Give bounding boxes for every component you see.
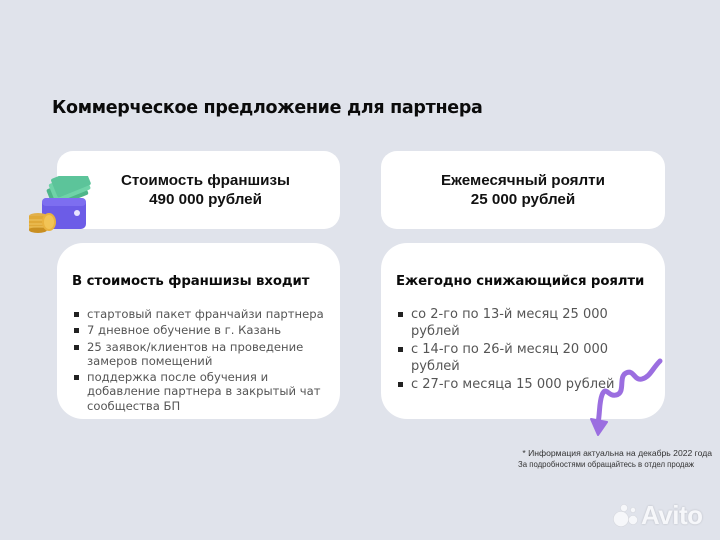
- franchise-price-label: Стоимость франшизы: [120, 172, 291, 189]
- list-item: 25 заявок/клиентов на проведение замеров помещений: [72, 340, 327, 369]
- avito-logo-text: Avito: [641, 499, 703, 530]
- avito-watermark: [613, 500, 703, 530]
- list-item: с 14-го по 26-й месяц 20 000 рублей: [396, 342, 626, 375]
- franchise-includes-heading: В стоимость франшизы входит: [72, 274, 310, 289]
- footnote-contact: За подробностями обращайтесь в отдел продаж: [518, 460, 694, 469]
- franchise-includes-card: [57, 243, 340, 419]
- avito-dots-icon: [613, 502, 641, 528]
- list-item: со 2-го по 13-й месяц 25 000 рублей: [396, 307, 626, 340]
- monthly-royalty-text: [381, 171, 665, 209]
- monthly-royalty-label: Ежемесячный роялти: [441, 172, 605, 189]
- list-item: с 27-го месяца 15 000 рублей: [396, 377, 626, 394]
- list-item: 7 дневное обучение в г. Казань: [72, 323, 327, 337]
- wallet-money-icon: [28, 176, 100, 234]
- list-item: поддержка после обучения и добавление партнера в закрытый чат сообщества БП: [72, 370, 327, 413]
- footnote-date: * Информация актуальна на декабрь 2022 года: [522, 448, 712, 458]
- page-title: Коммерческое предложение для партнера: [52, 98, 483, 118]
- decreasing-royalty-heading: Ежегодно снижающийся роялти: [396, 274, 645, 289]
- list-item: стартовый пакет франчайзи партнера: [72, 307, 327, 321]
- footnote: [518, 448, 712, 470]
- squiggly-down-arrow-icon: [590, 355, 670, 440]
- monthly-royalty-value: 25 000 рублей: [470, 191, 576, 208]
- franchise-price-value: 490 000 рублей: [149, 191, 262, 208]
- franchise-includes-list: [72, 307, 327, 415]
- monthly-royalty-card: [381, 151, 665, 229]
